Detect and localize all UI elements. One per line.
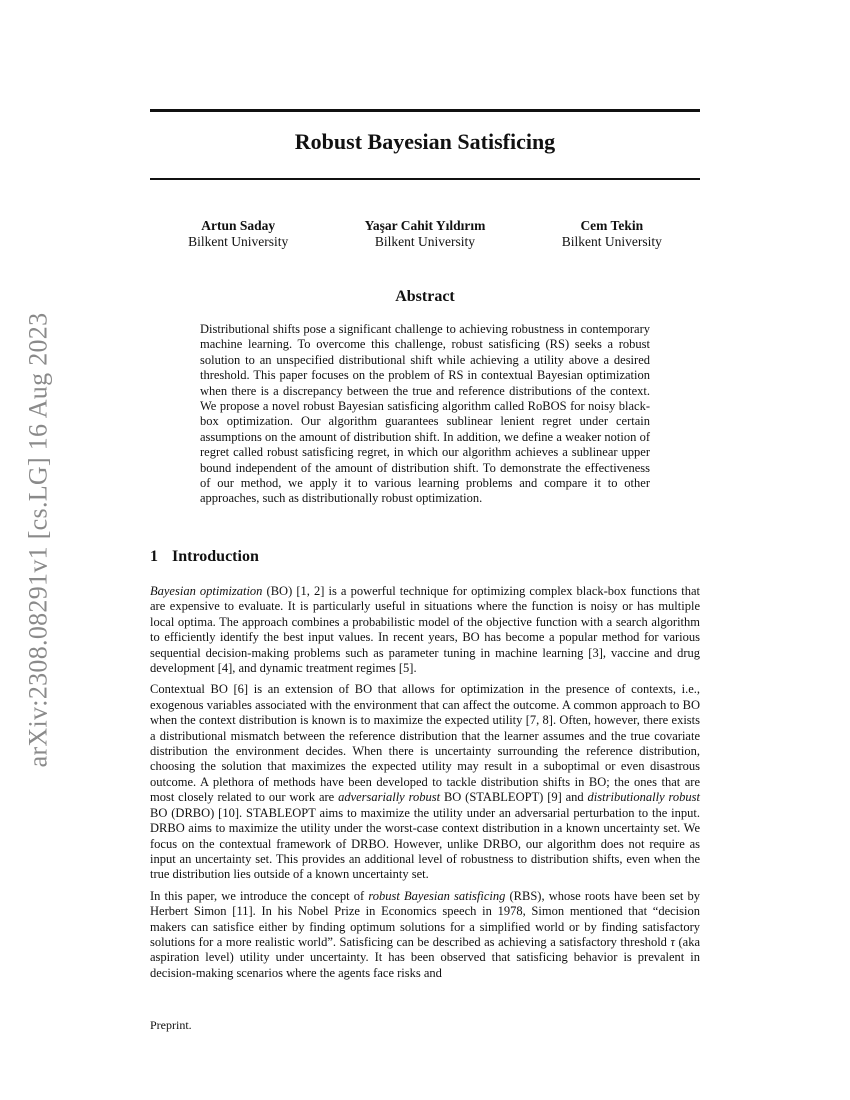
footer-note: Preprint. (150, 1018, 192, 1032)
author-name: Cem Tekin (580, 218, 644, 233)
text-run: (BO) [1, 2] is a powerful technique for optimizing complex black-box functions that are expensive to evaluate. It is particularly useful in situations where the function is noisy or has multiple local optima. The approach combines a probabilistic model of the objective function with a search algorithm to efficiently identify the best input values. In recent years, BO has become a popular method for various sequential decision-making problems such as parameter tuning in machine learning [3], vaccine and drug development [4], and dynamic treatment regimes [5]. (150, 584, 701, 676)
abstract-text: Distributional shifts pose a significant challenge to achieving robustness in contemporary machine learning. To overcome this challenge, robust satisficing (RS) seeks a robust solution to an unspecified distributional shift while achieving a utility above a desired threshold. This paper focuses on the problem of RS in contextual Bayesian optimization when there is a discrepancy between the true and reference distributions of the context. We propose a novel robust Bayesian satisficing algorithm called RoBOS for noisy black-box optimization. Our algorithm guarantees sublinear lenient regret under certain assumptions on the amount of distribution shift. In addition, we define a weaker notion of regret called robust satisficing regret, in which our algorithm achieves a sublinear upper bound independent of the amount of distribution shift. To demonstrate the effectiveness of our method, we apply it to various learning problems and compare it to other approaches, such as distributionally robust optimization. (200, 322, 650, 506)
author-affiliation: Bilkent University (188, 234, 289, 249)
text-run: BO (STABLEOPT) [9] and (440, 790, 588, 805)
text-run: In this paper, we introduce the concept of (150, 888, 369, 903)
paragraph-3 (150, 889, 700, 981)
author-affiliation: Bilkent University (374, 234, 476, 249)
text-run: Contextual BO [6] is an extension of BO that allows for optimization in the presence of contexts, i.e., exogenous variables associated with the environment that can affect the outcome. A common approach to BO when the context distribution is known is to maximize the expected utility [7, 8]. Often, however, there exists a distributional mismatch between the reference distribution that the learner assumes and the true covariate distribution the environment decides. When there is uncertainty surrounding the reference distribution, choosing the solution that maximizes the expected utility may result in a suboptimal or even disastrous outcome. A plethora of methods have been developed to tackle distribution shifts in BO; the ones that are most closely related to our work are (150, 682, 700, 805)
arxiv-id: arXiv:2308.08291v1 [cs.LG] 16 Aug 2023 (23, 312, 53, 768)
text-run: (aka aspiration level) utility under uncertainty. It has been observed that satisficing behavior is prevalent in decision-making scenarios where the agents face risks and (150, 934, 700, 980)
section-heading-introduction (150, 548, 259, 566)
arxiv-stamp (18, 290, 58, 790)
emphasis: robust Bayesian satisficing (368, 888, 506, 903)
math-symbol: τ (670, 934, 675, 949)
title-rule-top (150, 109, 700, 112)
paragraph-2 (150, 682, 700, 882)
author-block (150, 218, 700, 250)
author-name: Artun Saday (201, 218, 276, 233)
introduction-body (150, 584, 700, 987)
paragraph-1 (150, 584, 700, 676)
author-2 (365, 218, 486, 250)
abstract-heading: Abstract (395, 288, 455, 305)
emphasis: distributionally robust (587, 790, 700, 805)
author-name: Yaşar Cahit Yıldırım (364, 218, 486, 233)
paper-title: Robust Bayesian Satisficing (294, 129, 556, 154)
section-number: 1 (150, 548, 158, 565)
author-1 (188, 218, 288, 250)
title-rule-bottom (150, 178, 700, 180)
emphasis: adversarially robust (338, 790, 441, 805)
emphasis: Bayesian optimization (150, 584, 263, 598)
author-affiliation: Bilkent University (561, 234, 662, 249)
author-3 (562, 218, 662, 250)
text-run: BO (DRBO) [10]. STABLEOPT aims to maximize the utility under an adversarial perturbation to the input. DRBO aims to maximize the utility under the worst-case context distribution in a known uncertainty set. We focus on the contextual framework of DRBO. However, unlike DRBO, our algorithm does not require as input an uncertainty set. This provides an additional level of robustness to distribution shifts, even when the true distribution lies outside of a known uncertainty set. (150, 805, 700, 882)
text-run: (RBS), whose roots have been set by Herbert Simon [11]. In his Nobel Prize in Economics speech in 1978, Simon mentioned that “decision makers can satisfice either by finding optimum solutions for a simplified world or by finding satisfactory solutions for a more realistic world”. Satisficing can be described as achieving a satisfactory threshold (150, 888, 700, 949)
section-title: Introduction (172, 548, 259, 565)
